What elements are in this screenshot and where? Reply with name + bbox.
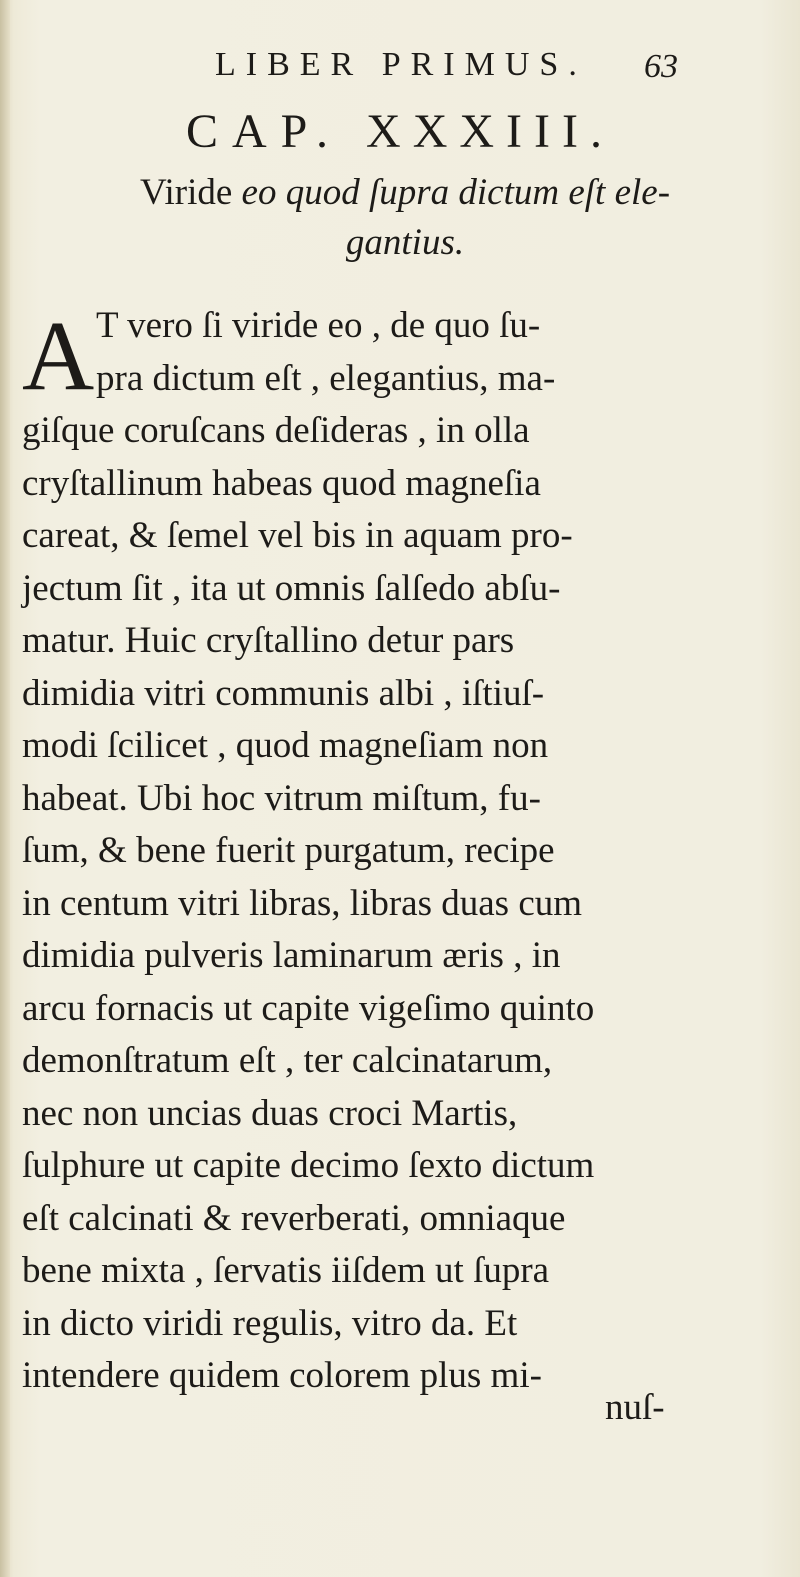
chapter-subtitle xyxy=(60,168,750,268)
running-head-title: LIBER PRIMUS. xyxy=(215,46,587,83)
text-line: dimidia pulveris laminarum æris , in xyxy=(22,935,561,976)
text-line: bene mixta , ſervatis iiſdem ut ſupra xyxy=(22,1250,550,1291)
catchword: nuſ- xyxy=(605,1387,665,1428)
chapter-number: XXXIII. xyxy=(366,105,614,158)
text-line: matur. Huic cryſtallino detur pars xyxy=(22,620,515,661)
text-line: dimidia vitri communis albi , iſtiuſ- xyxy=(22,672,545,714)
text-line: eſt calcinati & reverberati, omniaque xyxy=(22,1197,566,1239)
text-line: careat, & ſemel vel bis in aquam pro- xyxy=(22,515,573,556)
chapter-label: CAP. xyxy=(185,105,343,158)
page-gutter xyxy=(0,0,10,1577)
subtitle-italic-2: gantius. xyxy=(345,222,465,263)
text-line: arcu fornacis ut capite vigeſimo quinto xyxy=(22,987,595,1029)
text-line: habeat. Ubi hoc vitrum miſtum, fu- xyxy=(22,777,541,819)
text-line: in dicto viridi regulis, vitro da. Et xyxy=(22,1302,518,1344)
text-line: pra dictum eſt , elegantius, ma- xyxy=(96,357,556,399)
text-line: in centum vitri libras, libras duas cum xyxy=(22,882,583,924)
subtitle-roman: Viride xyxy=(139,172,233,213)
text-line: ſum, & bene fuerit purgatum, recipe xyxy=(22,830,555,871)
text-line: modi ſcilicet , quod magneſiam non xyxy=(22,725,549,766)
text-line: demonſtratum eſt , ter calcinatarum, xyxy=(22,1040,553,1081)
text-line: T vero ſi viride eo , de quo ſu- xyxy=(96,305,541,346)
drop-capital: A xyxy=(22,300,95,411)
chapter-heading xyxy=(0,104,800,159)
text-line: giſque coruſcans deſideras , in olla xyxy=(22,410,530,451)
subtitle-italic-1: eo quod ſupra dictum eſt ele- xyxy=(241,172,671,213)
running-head xyxy=(0,38,800,98)
text-line: nec non uncias duas croci Martis, xyxy=(22,1092,518,1134)
text-line: jectum ſit , ita ut omnis ſalſedo abſu- xyxy=(22,567,561,609)
text-line: ſulphure ut capite decimo ſexto dictum xyxy=(22,1145,595,1186)
page-number: 63 xyxy=(644,48,678,85)
body-text xyxy=(22,300,722,1403)
text-line: cryſtallinum habeas quod magneſia xyxy=(22,462,541,504)
text-line: intendere quidem colorem plus mi- xyxy=(22,1355,542,1396)
